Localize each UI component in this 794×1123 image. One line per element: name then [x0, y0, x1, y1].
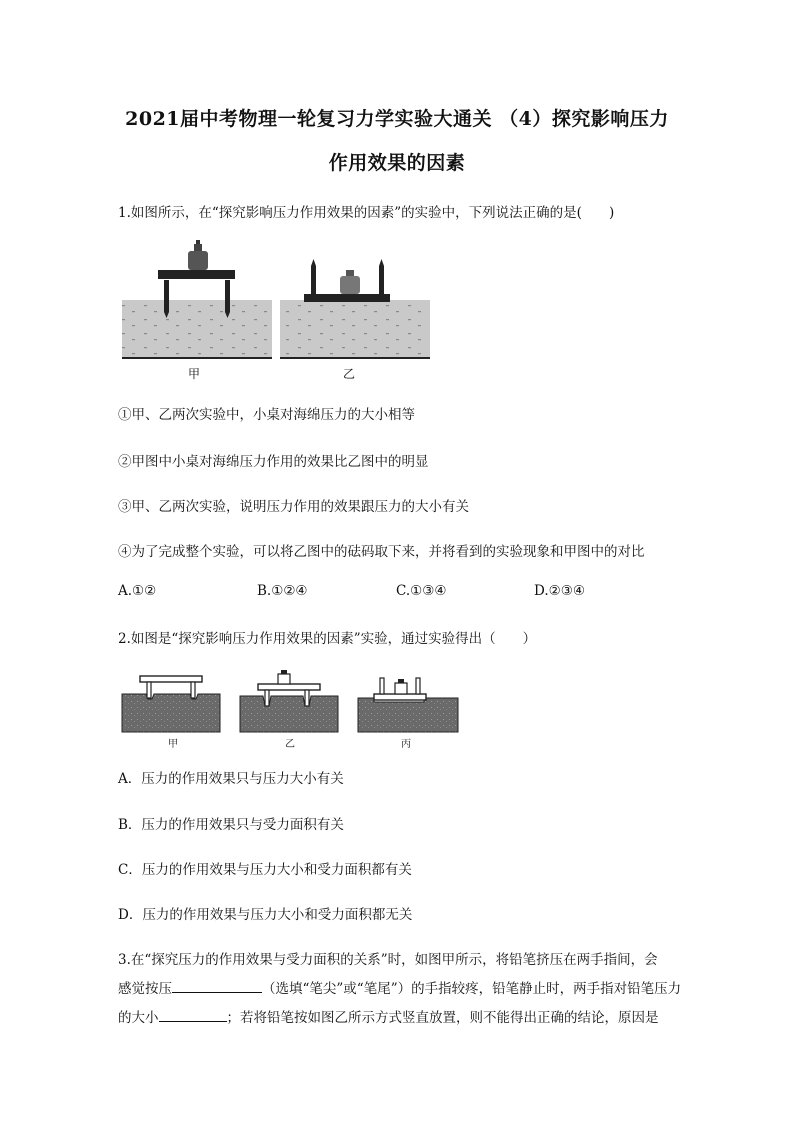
question-1-figure: [118, 232, 438, 382]
page-title-line-2: 作用效果的因素: [328, 152, 466, 174]
q1-statement-2: ②甲图中小桌对海绵压力作用的效果比乙图中的明显: [118, 454, 429, 470]
question-3-line-1: 3.在“探究压力的作用效果与受力面积的关系”时，如图甲所示，将铅笔挤压在两手指间，会: [118, 952, 658, 968]
page-title-line-1: 2021届中考物理一轮复习力学实验大通关 （4）探究影响压力: [125, 108, 669, 130]
sponge-jia-2: [122, 676, 220, 732]
sponge-bing-2: [358, 678, 458, 732]
q2-option-a: A．压力的作用效果只与压力大小有关: [118, 771, 344, 787]
q1-statement-4: ④为了完成整个实验，可以将乙图中的砝码取下来，并将看到的实验现象和甲图中的对比: [118, 544, 645, 560]
q2-option-d: D．压力的作用效果与压力大小和受力面积都无关: [118, 907, 413, 923]
figure-label-yi: 乙: [343, 367, 356, 381]
figure-label-bing-2: 丙: [401, 739, 411, 750]
figure-label-jia: 甲: [188, 367, 201, 381]
figure-label-yi-2: 乙: [285, 739, 295, 750]
q2-option-b: B．压力的作用效果只与受力面积有关: [118, 817, 344, 833]
q3-line-3-prefix: 的大小: [118, 1010, 159, 1026]
question-1-stem: 1.如图所示，在“探究影响压力作用效果的因素”的实验中，下列说法正确的是( ): [118, 205, 615, 221]
sponge-jia: [122, 240, 272, 358]
answer-blank-1[interactable]: [172, 978, 262, 993]
q1-statement-1: ①甲、乙两次实验中，小桌对海绵压力的大小相等: [118, 407, 415, 423]
q1-option-b: B.①②④: [257, 583, 308, 599]
sponge-yi-2: [240, 670, 338, 732]
q3-line-3-suffix: ；若将铅笔按如图乙所示方式竖直放置，则不能得出正确的结论，原因是: [226, 1010, 659, 1026]
q1-option-c: C.①③④: [396, 583, 447, 599]
question-2-figure: [118, 664, 468, 738]
q1-option-a: A.①②: [118, 583, 157, 599]
q1-statement-3: ③甲、乙两次实验，说明压力作用的效果跟压力的大小有关: [118, 499, 469, 515]
q1-option-d: D.②③④: [534, 583, 585, 599]
answer-blank-2[interactable]: [159, 1007, 227, 1022]
question-2-stem: 2.如图是“探究影响压力作用效果的因素”实验，通过实验得出（ ）: [118, 631, 537, 647]
question-3-line-2: [118, 977, 681, 997]
question-3-line-3: [118, 1006, 659, 1026]
q2-option-c: C．压力的作用效果与压力大小和受力面积都有关: [118, 862, 412, 878]
q3-line-2-suffix: （选填“笔尖”或“笔尾”）的手指较疼，铅笔静止时，两手指对铅笔压力: [262, 981, 682, 997]
sponge-yi: [280, 259, 430, 358]
figure-label-jia-2: 甲: [168, 739, 178, 750]
q3-line-2-prefix: 感觉按压: [118, 981, 172, 997]
